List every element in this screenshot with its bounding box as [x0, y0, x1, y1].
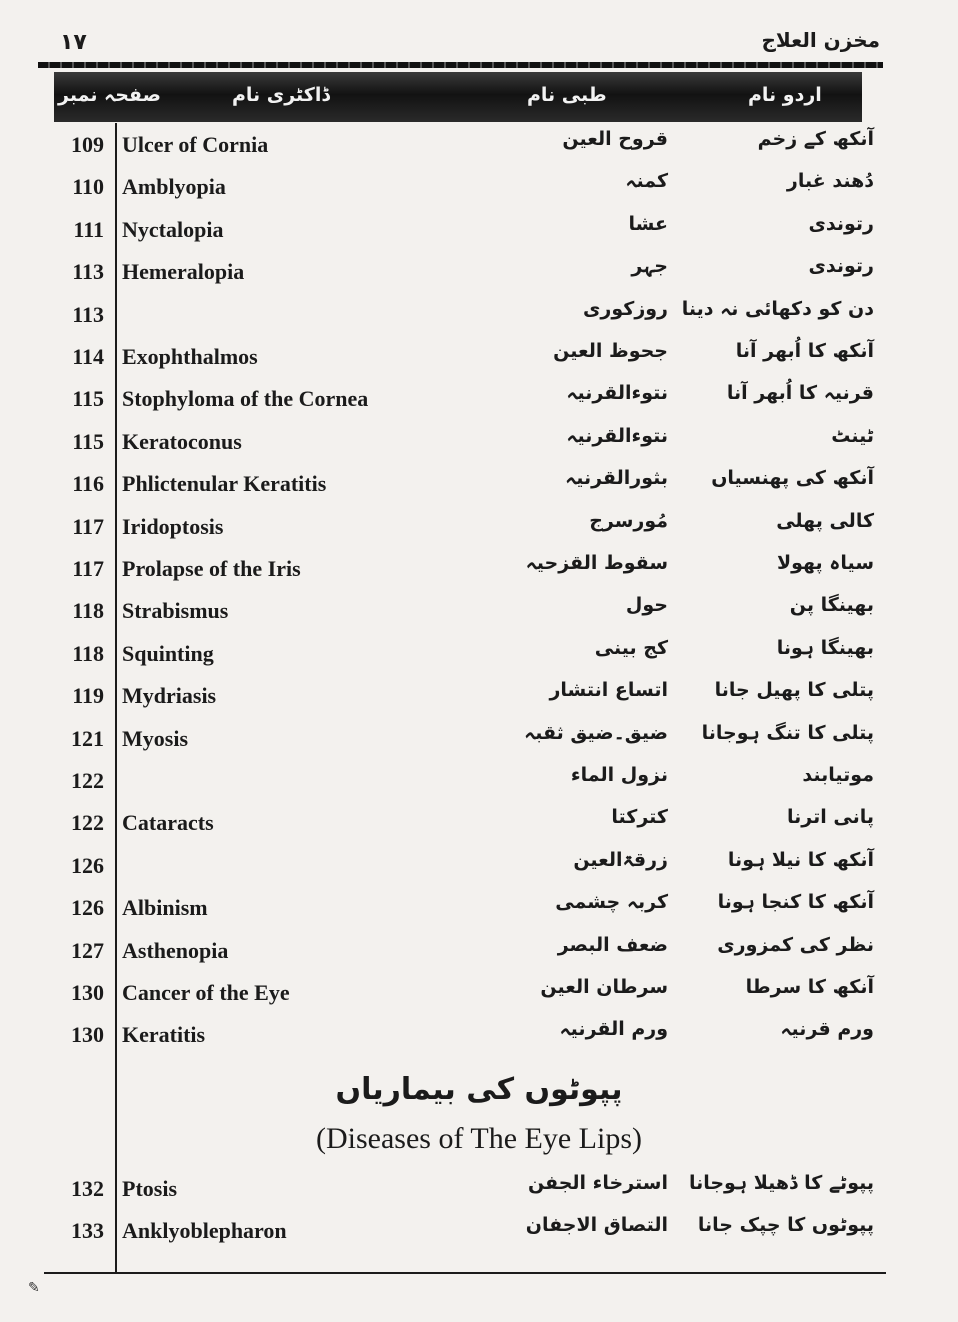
urdu-name: پتلی کا پھیل جانا	[714, 679, 874, 702]
page-ref: 116	[72, 471, 104, 497]
tibbi-name: نتوءالقرنیہ	[566, 382, 668, 405]
english-name: Amblyopia	[122, 174, 226, 200]
tibbi-name: کربہ چشمی	[555, 891, 668, 914]
page-ref: 133	[71, 1218, 104, 1243]
page-ref: 113	[72, 259, 104, 285]
urdu-name: قرنیہ کا اُبھر آنا	[726, 382, 874, 405]
urdu-name: سیاہ پھولا	[776, 552, 874, 574]
header-urdu-col: اردو نام	[748, 84, 822, 106]
tibbi-name: روزکوری	[583, 297, 668, 320]
tibbi-name: کمنہ	[625, 170, 668, 193]
english-name: Prolapse of the Iris	[122, 556, 301, 581]
urdu-name: ٹینٹ	[831, 424, 874, 447]
urdu-name: موتیابند	[802, 764, 874, 786]
table-row	[54, 336, 874, 378]
tibbi-name: قروح العین	[562, 128, 668, 150]
urdu-name: پتلی کا تنگ ہوجانا	[701, 721, 874, 744]
table-row	[54, 294, 874, 336]
page-ref: 117	[72, 556, 104, 581]
english-name: Strabismus	[122, 598, 229, 624]
english-name: Hemeralopia	[122, 259, 245, 285]
page-number: ١٧	[60, 30, 87, 55]
page-ref: 127	[71, 937, 104, 963]
urdu-name: آنکھ کا نیلا ہونا	[727, 848, 874, 871]
table-row	[54, 421, 874, 463]
tibbi-name: کج بینی	[594, 636, 668, 659]
table-row	[54, 845, 874, 887]
urdu-name: پپوٹوں کا چپک جانا	[697, 1214, 874, 1236]
tibbi-name: جحوظ العین	[553, 340, 668, 362]
page-ref: 132	[71, 1176, 104, 1201]
tibbi-name: ضیق۔ضیق ثقبہ	[524, 721, 668, 744]
tibbi-name: نزول الماء	[570, 764, 668, 786]
page-ref: 126	[71, 895, 104, 921]
table-row	[54, 590, 874, 632]
tibbi-name: سرطان العین	[540, 976, 668, 998]
table-row	[54, 251, 874, 293]
table-row	[54, 166, 874, 208]
table-row	[54, 930, 874, 972]
table-row	[54, 1210, 874, 1252]
english-name: Nyctalopia	[122, 216, 224, 242]
english-name: Albinism	[122, 895, 208, 921]
urdu-name: آنکھ کی پھنسیاں	[711, 467, 874, 490]
urdu-name: رتوندی	[808, 212, 874, 235]
english-name: Mydriasis	[122, 683, 217, 709]
english-name: Cancer of the Eye	[122, 980, 290, 1005]
urdu-name: آنکھ کا کنجا ہونا	[717, 891, 874, 914]
tibbi-name: جہر	[631, 255, 668, 278]
table-row	[54, 802, 874, 844]
table-row	[54, 718, 874, 760]
tibbi-name: اتساع انتشار	[549, 679, 668, 702]
top-rule	[38, 62, 883, 68]
page-ref: 118	[72, 640, 104, 666]
urdu-name: نظر کی کمزوری	[717, 933, 874, 956]
table-row	[54, 463, 874, 505]
tibbi-name: عشا	[628, 212, 668, 235]
urdu-name: پپوٹے کا ڈھیلا ہوجانا	[688, 1172, 874, 1194]
tibbi-name: حول	[625, 594, 668, 617]
table-row	[54, 675, 874, 717]
english-name: Asthenopia	[122, 937, 229, 963]
urdu-name: کالی پھلی	[776, 509, 874, 532]
english-name: Cataracts	[122, 810, 214, 836]
urdu-name: ورم قرنیہ	[780, 1018, 874, 1041]
english-name: Exophthalmos	[122, 344, 258, 369]
table-header-band	[54, 72, 862, 122]
page-ref: 117	[72, 513, 104, 539]
page-ref: 122	[71, 810, 104, 836]
english-name: Myosis	[122, 725, 188, 751]
page-ref: 122	[71, 768, 104, 793]
page-ref: 109	[71, 132, 104, 157]
header-tibbi-col: طبی نام	[527, 84, 607, 106]
tibbi-name: استرخاء الجفن	[527, 1172, 668, 1194]
page-ref: 113	[72, 301, 104, 327]
table-row	[54, 124, 874, 166]
table-row	[54, 1168, 874, 1210]
section-title-english: (Diseases of The Eye Lips)	[315, 1122, 642, 1155]
page-ref: 130	[71, 980, 104, 1005]
table-row	[54, 378, 874, 420]
urdu-name: بھینگا پن	[789, 594, 874, 617]
header-page-col: صفحہ نمبر	[58, 84, 161, 106]
urdu-name: بھینگا ہونا	[776, 636, 874, 659]
page-ref: 126	[71, 852, 104, 878]
english-name: Stophyloma of the Cornea	[122, 386, 369, 412]
book-title: مخزن العلاج	[761, 28, 880, 52]
page-ref: 115	[72, 428, 104, 454]
page-ref: 110	[72, 174, 104, 200]
urdu-name: رتوندی	[808, 255, 874, 278]
english-name: Phlictenular Keratitis	[122, 471, 327, 497]
table-row	[54, 209, 874, 251]
table-row	[54, 887, 874, 929]
page-ref: 130	[71, 1022, 104, 1048]
bottom-rule	[44, 1272, 886, 1274]
english-name: Keratitis	[122, 1022, 206, 1048]
corner-scribble-icon: ✎	[28, 1280, 40, 1296]
urdu-name: پانی اترنا	[787, 806, 874, 829]
tibbi-name: نتوءالقرنیہ	[566, 424, 668, 447]
tibbi-name: ضعف البصر	[557, 933, 668, 956]
table-row	[54, 972, 874, 1014]
page-ref: 114	[72, 344, 104, 369]
tibbi-name: ورم القرنیہ	[559, 1018, 668, 1041]
tibbi-name: زرقۃالعین	[573, 848, 668, 871]
page-ref: 118	[72, 598, 104, 624]
page-ref: 115	[72, 386, 104, 412]
tibbi-name: مُورسرج	[589, 509, 668, 532]
tibbi-name: سقوط القزحیہ	[525, 552, 668, 574]
header-english-col: ڈاکٹری نام	[232, 84, 330, 106]
page-ref: 119	[72, 683, 104, 709]
english-name: Ulcer of Cornia	[122, 132, 269, 157]
urdu-name: آنکھ کا سرطا	[745, 976, 874, 998]
table-row	[54, 760, 874, 802]
english-name: Squinting	[122, 640, 214, 666]
english-name: Ptosis	[122, 1176, 177, 1201]
english-name: Anklyoblepharon	[122, 1218, 287, 1243]
table-row	[54, 506, 874, 548]
table-row	[54, 633, 874, 675]
table-row	[54, 1014, 874, 1056]
urdu-name: دُھند غبار	[786, 170, 874, 193]
english-name: Iridoptosis	[122, 513, 224, 539]
tibbi-name: کترکتا	[611, 806, 668, 829]
section-title-urdu: پپوٹوں کی بیماریاں	[335, 1072, 623, 1107]
urdu-name: آنکھ کے زخم	[757, 128, 874, 150]
tibbi-name: بثورالقرنیہ	[565, 467, 668, 490]
page-ref: 121	[71, 725, 104, 751]
page-ref: 111	[73, 216, 104, 242]
tibbi-name: التصاق الاجفان	[525, 1214, 668, 1236]
english-name: Keratoconus	[122, 428, 242, 454]
table-row	[54, 548, 874, 590]
urdu-name: دن کو دکھائی نہ دینا	[681, 297, 874, 320]
urdu-name: آنکھ کا اُبھر آنا	[735, 340, 874, 362]
